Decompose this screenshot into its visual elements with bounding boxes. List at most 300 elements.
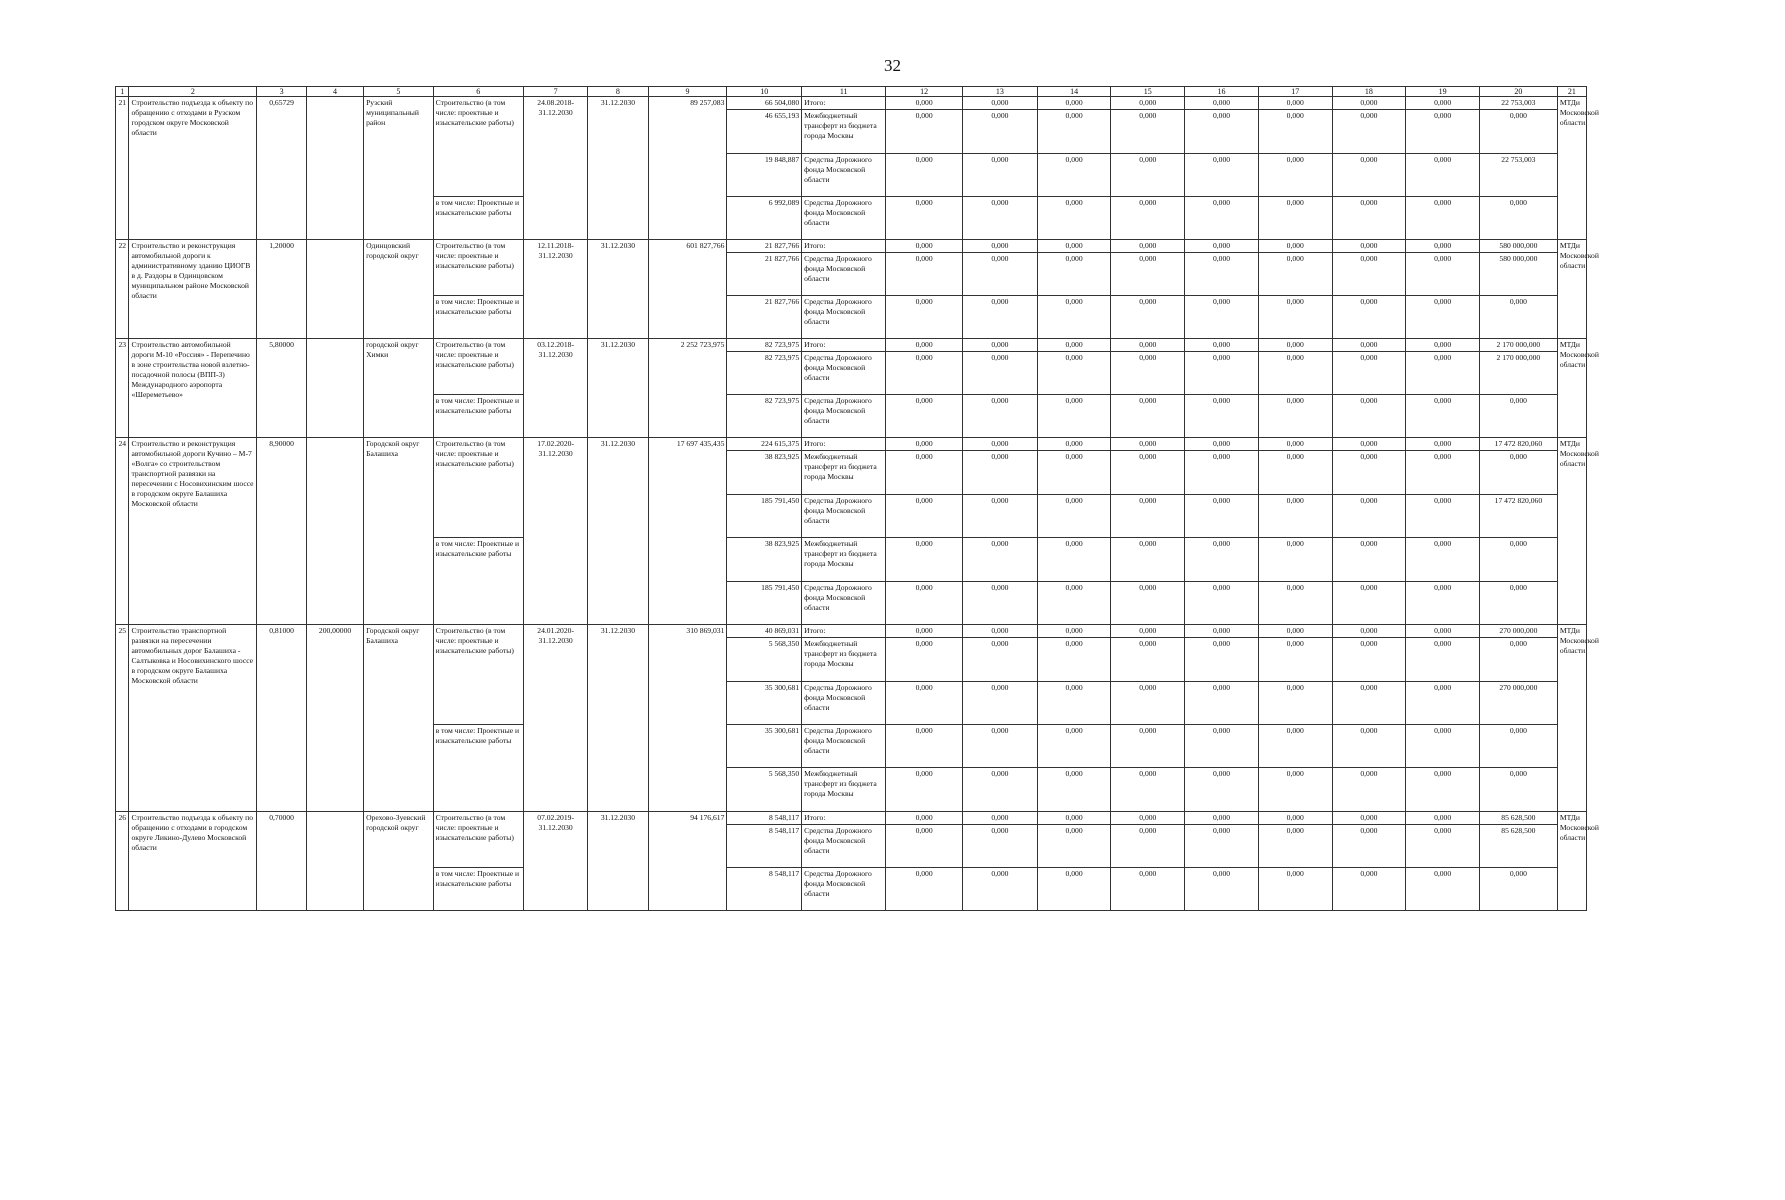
year-value-14: 0,000	[1037, 451, 1111, 495]
remaining-amount: 270 000,000	[1479, 625, 1557, 638]
year-value-17: 0,000	[1258, 197, 1332, 240]
year-value-12: 0,000	[886, 868, 963, 911]
year-value-19: 0,000	[1406, 352, 1480, 395]
remaining-amount: 0,000	[1479, 197, 1557, 240]
year-value-18: 0,000	[1332, 110, 1406, 154]
column-number: 17	[1258, 87, 1332, 97]
year-value-13: 0,000	[963, 625, 1038, 638]
remaining-amount: 270 000,000	[1479, 682, 1557, 725]
funded-amount: 8 548,117	[727, 812, 802, 825]
year-value-16: 0,000	[1185, 352, 1259, 395]
year-value-18: 0,000	[1332, 538, 1406, 582]
remaining-amount: 0,000	[1479, 768, 1557, 812]
year-value-19: 0,000	[1406, 395, 1480, 438]
funding-source: Средства Дорожного фонда Московской области	[802, 197, 886, 240]
funded-amount: 82 723,975	[727, 395, 802, 438]
page-number: 32	[884, 56, 901, 75]
year-value-19: 0,000	[1406, 495, 1480, 538]
table-row	[116, 339, 1587, 352]
funded-amount: 35 300,681	[727, 725, 802, 768]
year-value-15: 0,000	[1111, 451, 1185, 495]
work-type: Строительство (в том числе: проектные и изыскательские работы)	[433, 625, 523, 725]
completion-date: 31.12.2030	[588, 812, 648, 911]
year-value-12: 0,000	[886, 825, 963, 868]
row-number: 23	[116, 339, 129, 438]
year-value-12: 0,000	[886, 296, 963, 339]
funded-amount: 40 869,031	[727, 625, 802, 638]
year-value-18: 0,000	[1332, 495, 1406, 538]
year-value-17: 0,000	[1258, 812, 1332, 825]
year-value-19: 0,000	[1406, 438, 1480, 451]
year-value-12: 0,000	[886, 812, 963, 825]
year-value-15: 0,000	[1111, 154, 1185, 197]
year-value-13: 0,000	[963, 154, 1038, 197]
funded-amount: 19 848,887	[727, 154, 802, 197]
customer: МТДи Московской области	[1557, 97, 1586, 240]
funded-amount: 21 827,766	[727, 253, 802, 296]
remaining-amount: 85 628,500	[1479, 812, 1557, 825]
object-name: Строительство и реконструкция автомобильной дороги Кучино – М-7 «Волга» со строительством транспортной развязки на пересечении с Носовихинским шоссе в городском округе Балашиха Московской области	[129, 438, 257, 625]
year-value-13: 0,000	[963, 451, 1038, 495]
year-value-13: 0,000	[963, 253, 1038, 296]
year-value-12: 0,000	[886, 110, 963, 154]
year-value-12: 0,000	[886, 451, 963, 495]
program-table	[115, 86, 1599, 911]
table-row	[116, 97, 1587, 110]
year-value-14: 0,000	[1037, 110, 1111, 154]
year-value-19: 0,000	[1406, 339, 1480, 352]
year-value-12: 0,000	[886, 638, 963, 682]
object-name: Строительство подъезда к объекту по обращению с отходами в городском округе Ликино-Дулево Московской области	[129, 812, 257, 911]
year-value-15: 0,000	[1111, 296, 1185, 339]
year-value-18: 0,000	[1332, 625, 1406, 638]
funding-source: Средства Дорожного фонда Московской области	[802, 868, 886, 911]
remaining-amount: 0,000	[1479, 110, 1557, 154]
year-value-17: 0,000	[1258, 682, 1332, 725]
territory: Городской округ Балашиха	[364, 625, 434, 812]
funded-amount: 5 568,350	[727, 768, 802, 812]
object-name: Строительство автомобильной дороги М-10 «Россия» - Перепечино в зоне строительства новой взлетно-посадочной полосы (ВПП-3) Международного аэропорта «Шереметьево»	[129, 339, 257, 438]
year-value-18: 0,000	[1332, 97, 1406, 110]
year-value-13: 0,000	[963, 825, 1038, 868]
remaining-amount: 17 472 820,060	[1479, 495, 1557, 538]
funding-source: Межбюджетный трансферт из бюджета города Москвы	[802, 451, 886, 495]
funding-source: Межбюджетный трансферт из бюджета города Москвы	[802, 110, 886, 154]
length-km: 0,81000	[257, 625, 307, 812]
year-value-15: 0,000	[1111, 240, 1185, 253]
object-name: Строительство транспортной развязки на пересечении автомобильных дорог Балашиха - Салтыковка и Носовихинского шоссе в городском округе Балашиха Московской области	[129, 625, 257, 812]
year-value-17: 0,000	[1258, 339, 1332, 352]
year-value-15: 0,000	[1111, 339, 1185, 352]
table-row	[116, 438, 1587, 451]
work-type-sub: в том числе: Проектные и изыскательские работы	[433, 197, 523, 240]
year-value-14: 0,000	[1037, 154, 1111, 197]
year-value-12: 0,000	[886, 495, 963, 538]
length-km: 1,20000	[257, 240, 307, 339]
funded-amount: 185 791,450	[727, 582, 802, 625]
year-value-17: 0,000	[1258, 154, 1332, 197]
year-value-18: 0,000	[1332, 451, 1406, 495]
year-value-19: 0,000	[1406, 812, 1480, 825]
year-value-14: 0,000	[1037, 582, 1111, 625]
year-value-14: 0,000	[1037, 339, 1111, 352]
total-cost: 17 697 435,435	[648, 438, 727, 625]
work-type-sub: в том числе: Проектные и изыскательские работы	[433, 538, 523, 625]
remaining-amount: 0,000	[1479, 582, 1557, 625]
year-value-13: 0,000	[963, 682, 1038, 725]
column-number: 6	[433, 87, 523, 97]
column-number: 18	[1332, 87, 1406, 97]
year-value-14: 0,000	[1037, 825, 1111, 868]
year-value-19: 0,000	[1406, 725, 1480, 768]
year-value-14: 0,000	[1037, 538, 1111, 582]
year-value-18: 0,000	[1332, 395, 1406, 438]
year-value-17: 0,000	[1258, 868, 1332, 911]
territory: Рузский муниципальный район	[364, 97, 434, 240]
year-value-15: 0,000	[1111, 682, 1185, 725]
funding-source: Итого:	[802, 339, 886, 352]
capacity	[306, 812, 363, 911]
column-number-row	[116, 87, 1587, 97]
remaining-amount: 22 753,003	[1479, 97, 1557, 110]
year-value-18: 0,000	[1332, 352, 1406, 395]
length-km: 5,80000	[257, 339, 307, 438]
funding-source: Итого:	[802, 812, 886, 825]
funding-source: Итого:	[802, 438, 886, 451]
year-value-15: 0,000	[1111, 97, 1185, 110]
year-value-15: 0,000	[1111, 438, 1185, 451]
year-value-15: 0,000	[1111, 638, 1185, 682]
remaining-amount: 0,000	[1479, 296, 1557, 339]
year-value-17: 0,000	[1258, 725, 1332, 768]
length-km: 0,65729	[257, 97, 307, 240]
capacity: 200,00000	[306, 625, 363, 812]
work-type: Строительство (в том числе: проектные и изыскательские работы)	[433, 240, 523, 296]
funded-amount: 38 823,925	[727, 451, 802, 495]
completion-date: 31.12.2030	[588, 438, 648, 625]
year-value-14: 0,000	[1037, 253, 1111, 296]
remaining-amount: 17 472 820,060	[1479, 438, 1557, 451]
year-value-16: 0,000	[1185, 110, 1259, 154]
year-value-17: 0,000	[1258, 582, 1332, 625]
work-type-sub: в том числе: Проектные и изыскательские работы	[433, 725, 523, 812]
year-value-12: 0,000	[886, 768, 963, 812]
year-value-18: 0,000	[1332, 240, 1406, 253]
remaining-amount: 580 000,000	[1479, 240, 1557, 253]
year-value-14: 0,000	[1037, 868, 1111, 911]
column-number: 15	[1111, 87, 1185, 97]
row-number: 25	[116, 625, 129, 812]
funded-amount: 8 548,117	[727, 868, 802, 911]
column-number: 13	[963, 87, 1038, 97]
territory: городской округ Химки	[364, 339, 434, 438]
year-value-19: 0,000	[1406, 638, 1480, 682]
year-value-17: 0,000	[1258, 451, 1332, 495]
customer: МТДи Московской области	[1557, 240, 1586, 339]
year-value-16: 0,000	[1185, 339, 1259, 352]
year-value-19: 0,000	[1406, 97, 1480, 110]
year-value-13: 0,000	[963, 110, 1038, 154]
year-value-18: 0,000	[1332, 682, 1406, 725]
year-value-18: 0,000	[1332, 825, 1406, 868]
year-value-14: 0,000	[1037, 812, 1111, 825]
year-value-15: 0,000	[1111, 582, 1185, 625]
year-value-17: 0,000	[1258, 438, 1332, 451]
work-dates: 24.08.2018-31.12.2030	[523, 97, 587, 240]
funded-amount: 82 723,975	[727, 339, 802, 352]
year-value-15: 0,000	[1111, 825, 1185, 868]
year-value-14: 0,000	[1037, 768, 1111, 812]
year-value-13: 0,000	[963, 538, 1038, 582]
year-value-13: 0,000	[963, 197, 1038, 240]
table-row	[116, 625, 1587, 638]
territory: Орехово-Зуевский городской округ	[364, 812, 434, 911]
year-value-13: 0,000	[963, 638, 1038, 682]
remaining-amount: 2 170 000,000	[1479, 352, 1557, 395]
work-type-sub: в том числе: Проектные и изыскательские работы	[433, 296, 523, 339]
funded-amount: 8 548,117	[727, 825, 802, 868]
year-value-14: 0,000	[1037, 682, 1111, 725]
row-number: 22	[116, 240, 129, 339]
year-value-13: 0,000	[963, 352, 1038, 395]
funded-amount: 21 827,766	[727, 240, 802, 253]
total-cost: 89 257,083	[648, 97, 727, 240]
column-number: 11	[802, 87, 886, 97]
year-value-18: 0,000	[1332, 296, 1406, 339]
remaining-amount: 0,000	[1479, 638, 1557, 682]
year-value-19: 0,000	[1406, 582, 1480, 625]
year-value-12: 0,000	[886, 725, 963, 768]
year-value-12: 0,000	[886, 339, 963, 352]
year-value-16: 0,000	[1185, 725, 1259, 768]
year-value-15: 0,000	[1111, 110, 1185, 154]
funding-source: Межбюджетный трансферт из бюджета города Москвы	[802, 638, 886, 682]
funding-source: Средства Дорожного фонда Московской области	[802, 154, 886, 197]
year-value-16: 0,000	[1185, 197, 1259, 240]
territory: Одинцовский городской округ	[364, 240, 434, 339]
completion-date: 31.12.2030	[588, 240, 648, 339]
work-type: Строительство (в том числе: проектные и изыскательские работы)	[433, 339, 523, 395]
year-value-16: 0,000	[1185, 625, 1259, 638]
column-number: 8	[588, 87, 648, 97]
column-number: 16	[1185, 87, 1259, 97]
year-value-13: 0,000	[963, 725, 1038, 768]
year-value-13: 0,000	[963, 495, 1038, 538]
year-value-12: 0,000	[886, 582, 963, 625]
work-dates: 07.02.2019-31.12.2030	[523, 812, 587, 911]
funded-amount: 6 992,089	[727, 197, 802, 240]
year-value-15: 0,000	[1111, 768, 1185, 812]
funding-source: Средства Дорожного фонда Московской области	[802, 682, 886, 725]
year-value-19: 0,000	[1406, 240, 1480, 253]
funding-source: Средства Дорожного фонда Московской области	[802, 253, 886, 296]
year-value-13: 0,000	[963, 868, 1038, 911]
year-value-19: 0,000	[1406, 682, 1480, 725]
year-value-15: 0,000	[1111, 812, 1185, 825]
year-value-16: 0,000	[1185, 451, 1259, 495]
year-value-15: 0,000	[1111, 725, 1185, 768]
year-value-16: 0,000	[1185, 296, 1259, 339]
length-km: 8,90000	[257, 438, 307, 625]
year-value-12: 0,000	[886, 352, 963, 395]
funding-source: Средства Дорожного фонда Московской области	[802, 296, 886, 339]
remaining-amount: 22 753,003	[1479, 154, 1557, 197]
year-value-18: 0,000	[1332, 438, 1406, 451]
year-value-16: 0,000	[1185, 495, 1259, 538]
funding-source: Межбюджетный трансферт из бюджета города Москвы	[802, 538, 886, 582]
year-value-14: 0,000	[1037, 438, 1111, 451]
customer: МТДи Московской области	[1557, 438, 1586, 625]
work-dates: 17.02.2020-31.12.2030	[523, 438, 587, 625]
total-cost: 2 252 723,975	[648, 339, 727, 438]
capacity	[306, 339, 363, 438]
year-value-19: 0,000	[1406, 825, 1480, 868]
year-value-19: 0,000	[1406, 538, 1480, 582]
funding-source: Средства Дорожного фонда Московской области	[802, 725, 886, 768]
year-value-18: 0,000	[1332, 582, 1406, 625]
year-value-14: 0,000	[1037, 197, 1111, 240]
funded-amount: 38 823,925	[727, 538, 802, 582]
year-value-18: 0,000	[1332, 768, 1406, 812]
year-value-13: 0,000	[963, 812, 1038, 825]
year-value-16: 0,000	[1185, 825, 1259, 868]
year-value-12: 0,000	[886, 395, 963, 438]
column-number: 12	[886, 87, 963, 97]
customer: МТДи Московской области	[1557, 812, 1586, 911]
year-value-14: 0,000	[1037, 352, 1111, 395]
column-number: 3	[257, 87, 307, 97]
year-value-13: 0,000	[963, 582, 1038, 625]
year-value-12: 0,000	[886, 197, 963, 240]
total-cost: 94 176,617	[648, 812, 727, 911]
remaining-amount: 85 628,500	[1479, 825, 1557, 868]
year-value-19: 0,000	[1406, 625, 1480, 638]
funding-source: Итого:	[802, 240, 886, 253]
year-value-17: 0,000	[1258, 110, 1332, 154]
funded-amount: 35 300,681	[727, 682, 802, 725]
year-value-17: 0,000	[1258, 253, 1332, 296]
year-value-17: 0,000	[1258, 625, 1332, 638]
remaining-amount: 580 000,000	[1479, 253, 1557, 296]
funding-source: Средства Дорожного фонда Московской области	[802, 582, 886, 625]
year-value-17: 0,000	[1258, 495, 1332, 538]
year-value-19: 0,000	[1406, 451, 1480, 495]
funding-source: Средства Дорожного фонда Московской области	[802, 825, 886, 868]
year-value-14: 0,000	[1037, 495, 1111, 538]
year-value-14: 0,000	[1037, 725, 1111, 768]
object-name: Строительство подъезда к объекту по обращению с отходами в Рузском городском округе Московской области	[129, 97, 257, 240]
year-value-12: 0,000	[886, 625, 963, 638]
funded-amount: 66 504,080	[727, 97, 802, 110]
column-number: 1	[116, 87, 129, 97]
remaining-amount: 0,000	[1479, 395, 1557, 438]
work-type-sub: в том числе: Проектные и изыскательские работы	[433, 868, 523, 911]
year-value-14: 0,000	[1037, 97, 1111, 110]
year-value-15: 0,000	[1111, 495, 1185, 538]
year-value-16: 0,000	[1185, 538, 1259, 582]
year-value-16: 0,000	[1185, 438, 1259, 451]
work-type: Строительство (в том числе: проектные и изыскательские работы)	[433, 438, 523, 538]
year-value-18: 0,000	[1332, 339, 1406, 352]
year-value-16: 0,000	[1185, 768, 1259, 812]
year-value-15: 0,000	[1111, 253, 1185, 296]
year-value-19: 0,000	[1406, 154, 1480, 197]
year-value-17: 0,000	[1258, 97, 1332, 110]
year-value-16: 0,000	[1185, 97, 1259, 110]
column-number: 20	[1479, 87, 1557, 97]
funded-amount: 224 615,375	[727, 438, 802, 451]
year-value-13: 0,000	[963, 339, 1038, 352]
remaining-amount: 0,000	[1479, 538, 1557, 582]
total-cost: 601 827,766	[648, 240, 727, 339]
column-number: 21	[1557, 87, 1586, 97]
funding-source: Итого:	[802, 97, 886, 110]
customer: МТДи Московской области	[1557, 339, 1586, 438]
year-value-12: 0,000	[886, 154, 963, 197]
completion-date: 31.12.2030	[588, 339, 648, 438]
year-value-17: 0,000	[1258, 538, 1332, 582]
year-value-12: 0,000	[886, 253, 963, 296]
year-value-13: 0,000	[963, 296, 1038, 339]
year-value-17: 0,000	[1258, 352, 1332, 395]
funded-amount: 46 655,193	[727, 110, 802, 154]
work-dates: 03.12.2018-31.12.2030	[523, 339, 587, 438]
year-value-12: 0,000	[886, 682, 963, 725]
funding-source: Межбюджетный трансферт из бюджета города Москвы	[802, 768, 886, 812]
year-value-19: 0,000	[1406, 868, 1480, 911]
funded-amount: 185 791,450	[727, 495, 802, 538]
length-km: 0,70000	[257, 812, 307, 911]
row-number: 21	[116, 97, 129, 240]
year-value-15: 0,000	[1111, 868, 1185, 911]
column-number: 19	[1406, 87, 1480, 97]
year-value-19: 0,000	[1406, 768, 1480, 812]
column-number: 2	[129, 87, 257, 97]
year-value-16: 0,000	[1185, 253, 1259, 296]
year-value-14: 0,000	[1037, 395, 1111, 438]
year-value-16: 0,000	[1185, 868, 1259, 911]
column-number: 5	[364, 87, 434, 97]
work-type: Строительство (в том числе: проектные и изыскательские работы)	[433, 97, 523, 197]
table-row	[116, 240, 1587, 253]
year-value-19: 0,000	[1406, 197, 1480, 240]
year-value-12: 0,000	[886, 438, 963, 451]
year-value-12: 0,000	[886, 240, 963, 253]
work-dates: 12.11.2018-31.12.2030	[523, 240, 587, 339]
year-value-14: 0,000	[1037, 296, 1111, 339]
year-value-13: 0,000	[963, 97, 1038, 110]
year-value-18: 0,000	[1332, 154, 1406, 197]
year-value-13: 0,000	[963, 768, 1038, 812]
year-value-14: 0,000	[1037, 240, 1111, 253]
year-value-18: 0,000	[1332, 868, 1406, 911]
funding-source: Средства Дорожного фонда Московской области	[802, 395, 886, 438]
year-value-18: 0,000	[1332, 812, 1406, 825]
year-value-13: 0,000	[963, 438, 1038, 451]
year-value-17: 0,000	[1258, 638, 1332, 682]
year-value-15: 0,000	[1111, 352, 1185, 395]
year-value-19: 0,000	[1406, 110, 1480, 154]
year-value-19: 0,000	[1406, 296, 1480, 339]
year-value-12: 0,000	[886, 538, 963, 582]
year-value-16: 0,000	[1185, 395, 1259, 438]
funding-source: Итого:	[802, 625, 886, 638]
work-type-sub: в том числе: Проектные и изыскательские работы	[433, 395, 523, 438]
capacity	[306, 438, 363, 625]
year-value-15: 0,000	[1111, 197, 1185, 240]
remaining-amount: 0,000	[1479, 868, 1557, 911]
year-value-17: 0,000	[1258, 296, 1332, 339]
